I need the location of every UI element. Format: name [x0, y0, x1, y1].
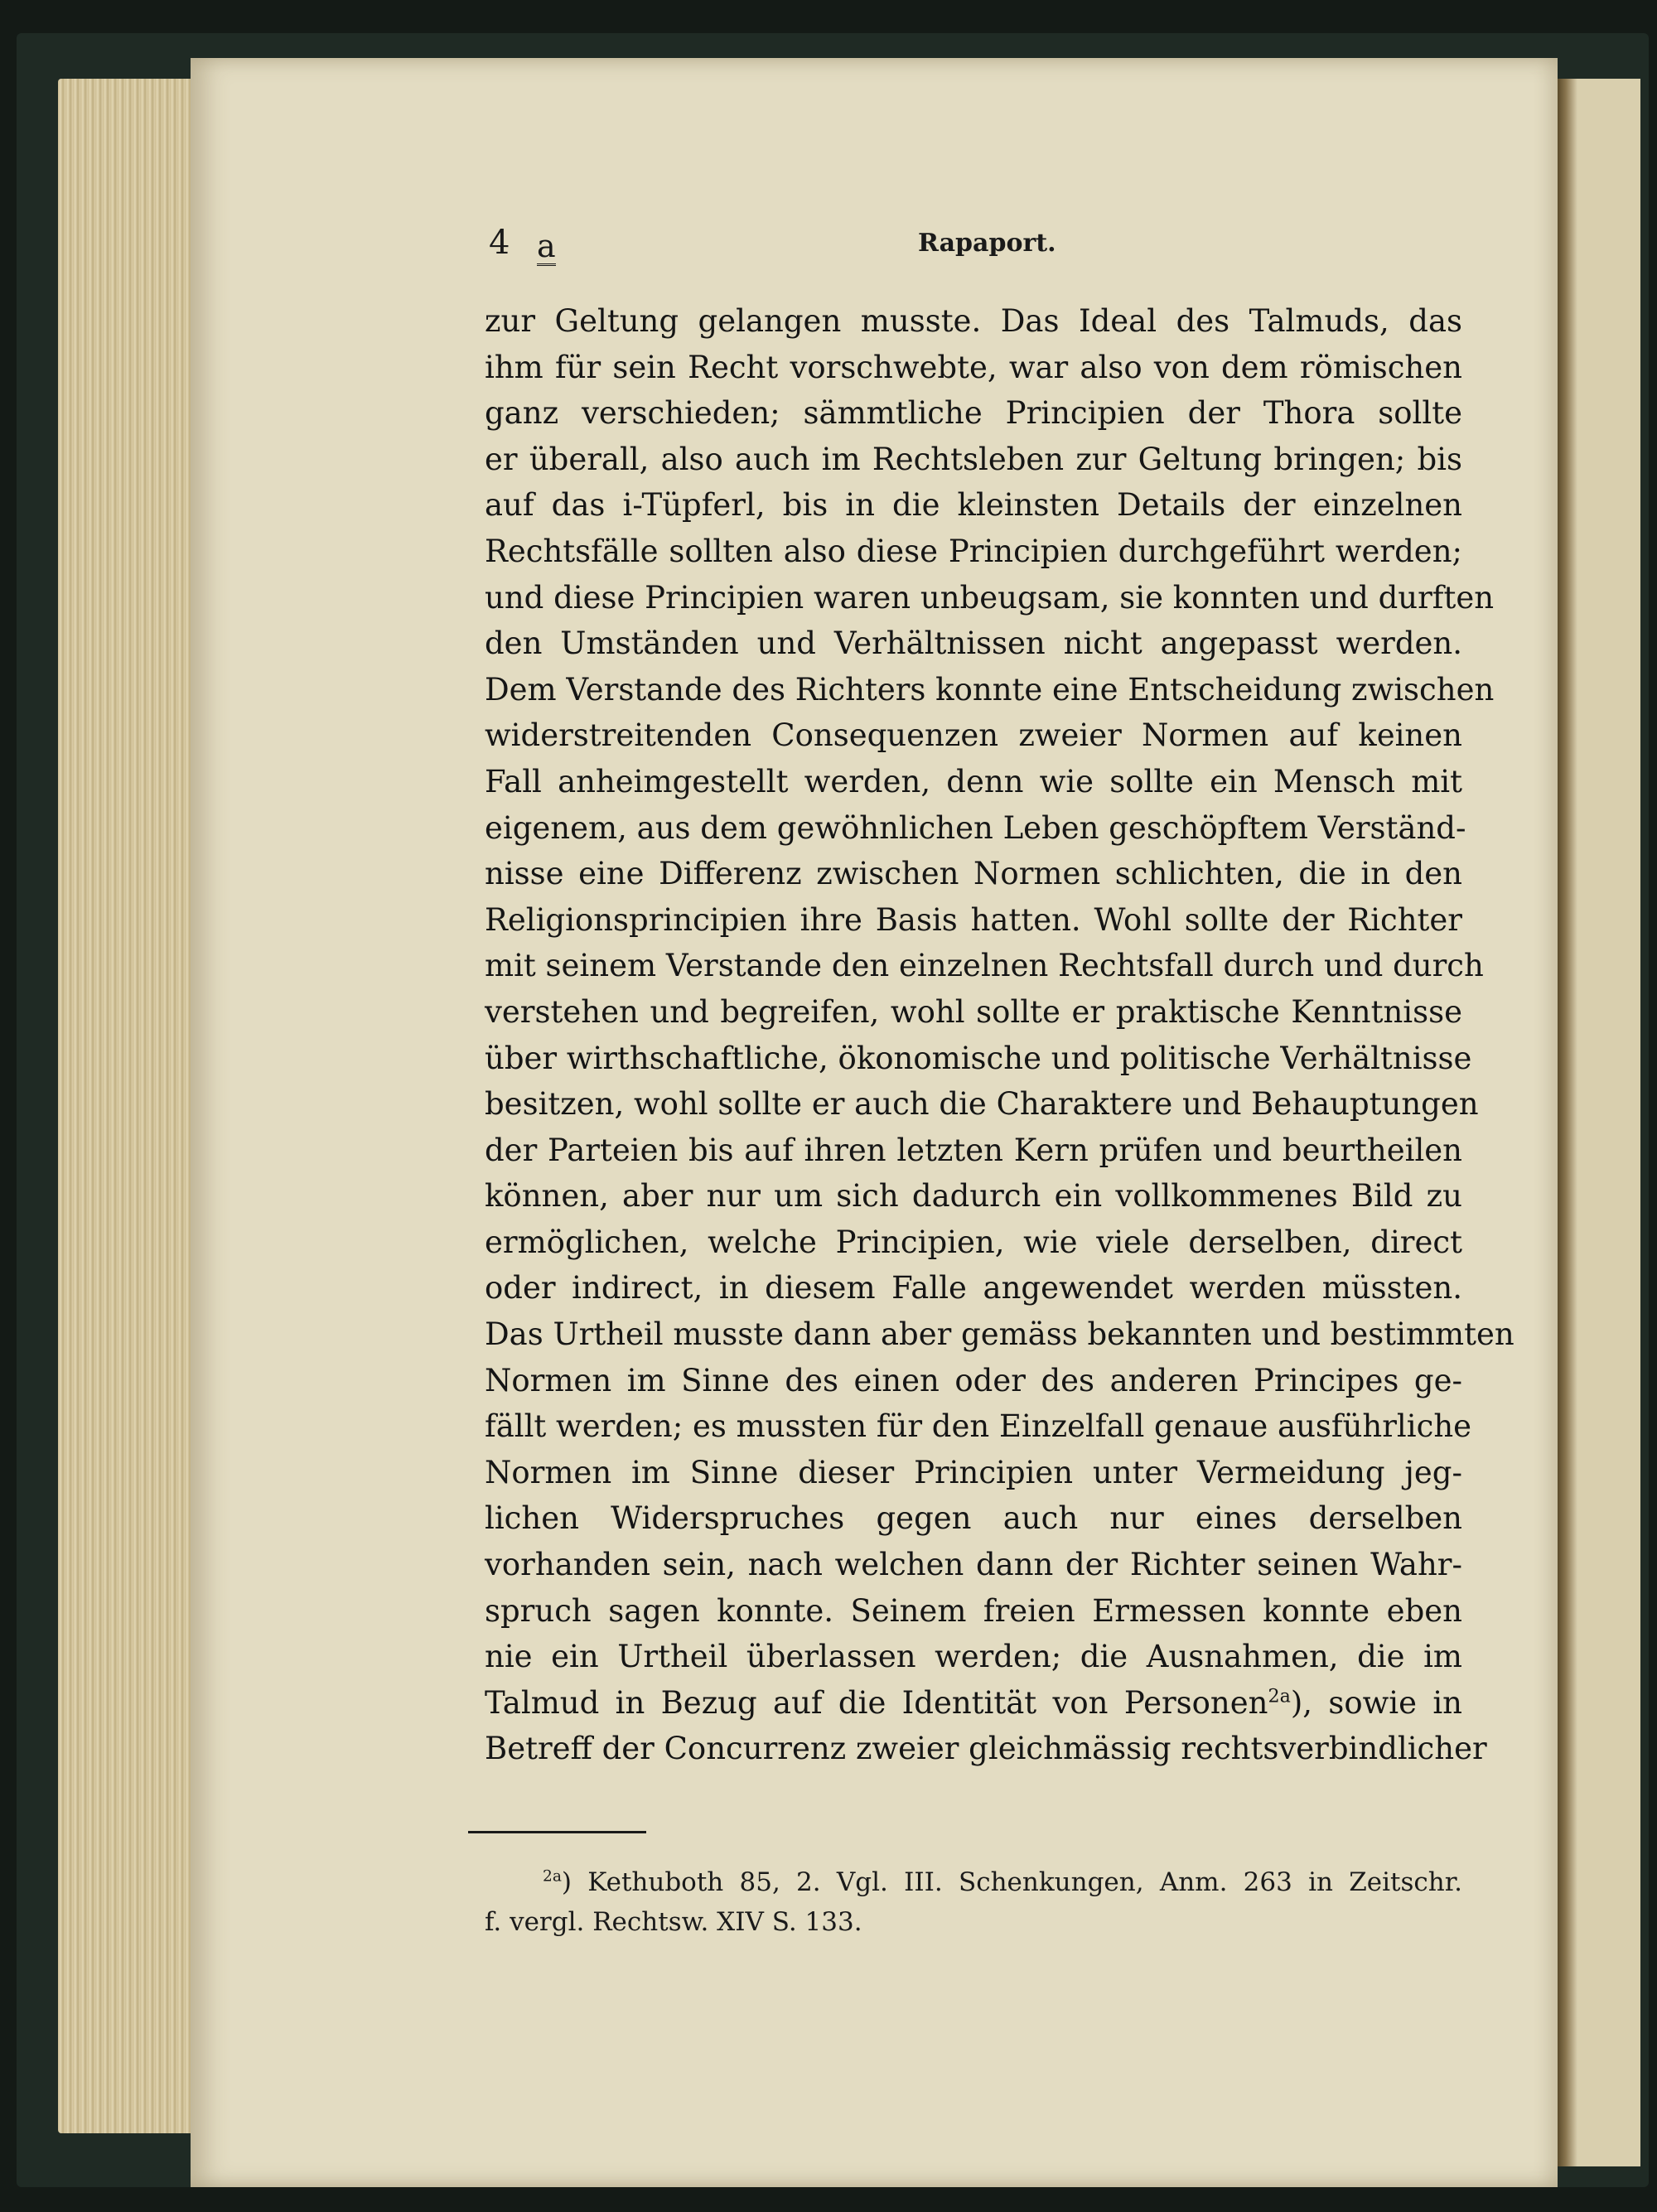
text-line: ganz verschieden; sämmtliche Principien der Thora sollte [485, 395, 1462, 432]
footnote [485, 1862, 1462, 1942]
text-line: spruch sagen konnte. Seinem freien Ermessen konnte eben [485, 1592, 1462, 1629]
page-number: 4 [489, 224, 510, 262]
text-line: zur Geltung gelangen musste. Das Ideal des Talmuds, das [485, 303, 1462, 339]
text-line: oder indirect, in diesem Falle angewendet werden müssten. [485, 1270, 1462, 1306]
text-line: Religionsprincipien ihre Basis hatten. Wohl sollte der Richter [485, 901, 1462, 938]
text-line: über wirthschaftliche, ökonomische und politische Verhältnisse [485, 1040, 1472, 1076]
text-line: mit seinem Verstande den einzelnen Rechtsfall durch und durch [485, 948, 1484, 984]
text-line: den Umständen und Verhältnissen nicht angepasst werden. [485, 625, 1462, 662]
text-line: ihm für sein Recht vorschwebte, war also von dem römischen [485, 349, 1462, 385]
footnote-line [485, 1862, 1462, 1902]
footnote-separator [468, 1831, 646, 1833]
text-line: der Parteien bis auf ihren letzten Kern prüfen und beurtheilen [485, 1132, 1462, 1168]
footnote-line: f. vergl. Rechtsw. XIV S. 133. [485, 1907, 862, 1937]
text-line: und diese Principien waren unbeugsam, sie konnten und durften [485, 579, 1495, 616]
text-line: nie ein Urtheil überlassen werden; die Ausnahmen, die im [485, 1639, 1462, 1675]
text-fragment: ), sowie in [1290, 1684, 1462, 1721]
text-line: Fall anheimgestellt werden, denn wie sollte ein Mensch mit [485, 763, 1462, 799]
text-line: auf das i-Tüpferl, bis in die kleinsten Details der einzelnen [485, 487, 1462, 524]
text-line: eigenem, aus dem gewöhnlichen Leben geschöpftem Verständ- [485, 809, 1466, 846]
text-line: Dem Verstande des Richters konnte eine Entscheidung zwischen [485, 671, 1495, 708]
text-line: verstehen und begreifen, wohl sollte er praktische Kenntnisse [485, 993, 1462, 1030]
text-line: widerstreitenden Consequenzen zweier Normen auf keinen [485, 717, 1462, 754]
text-line: Das Urtheil musste dann aber gemäss bekannten und bestimmten [485, 1316, 1514, 1353]
text-line: lichen Widerspruches gegen auch nur eines derselben [485, 1500, 1462, 1537]
text-line: vorhanden sein, nach welchen dann der Richter seinen Wahr- [485, 1547, 1462, 1583]
text-line: er überall, also auch im Rechtsleben zur Geltung bringen; bis [485, 441, 1462, 477]
text-line: Normen im Sinne dieser Principien unter Vermeidung jeg- [485, 1454, 1462, 1490]
text-line: Rechtsfälle sollten also diese Principien durchgeführt werden; [485, 533, 1462, 569]
facing-page-edge [1558, 79, 1640, 2166]
text-line: Normen im Sinne des einen oder des anderen Principes ge- [485, 1362, 1462, 1398]
text-line: nisse eine Differenz zwischen Normen schlichten, die in den [485, 856, 1462, 892]
text-fragment: Talmud in Bezug auf die Identität von Personen [485, 1684, 1268, 1721]
running-title: Rapaport. [918, 229, 1056, 258]
text-line-with-footnote-ref [485, 1680, 1462, 1727]
text-line: ermöglichen, welche Principien, wie viele derselben, direct [485, 1224, 1462, 1260]
footnote-marker: 2a [543, 1867, 562, 1886]
page-header [489, 224, 1450, 273]
footnote-text: ) Kethuboth 85, 2. Vgl. III. Schenkungen, Anm. 263 in Zeitschr. [561, 1867, 1462, 1897]
signature-mark: a [537, 228, 556, 264]
text-line: können, aber nur um sich dadurch ein vollkommenes Bild zu [485, 1178, 1462, 1215]
body-text [485, 298, 1514, 1772]
text-line: besitzen, wohl sollte er auch die Charaktere und Behauptungen [485, 1086, 1479, 1123]
text-line: fällt werden; es mussten für den Einzelfall genaue ausführliche [485, 1408, 1472, 1445]
text-line: Betreff der Concurrenz zweier gleichmässig rechtsverbindlicher [485, 1731, 1487, 1767]
footnote-reference[interactable]: 2a [1268, 1685, 1291, 1707]
